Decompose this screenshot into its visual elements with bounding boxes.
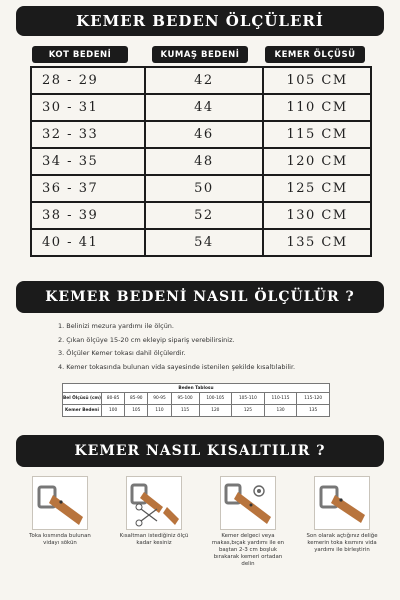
buckle-attach-icon — [314, 476, 370, 530]
table-row — [63, 393, 330, 405]
jean-size-cell: 34 - 35 — [31, 148, 145, 175]
fabric-size-cell: 42 — [145, 67, 264, 94]
step-caption: Kısaltman istediğiniz ölçü kadar kesiniz — [119, 533, 189, 546]
waist-cell: 110-115 — [264, 393, 297, 405]
jean-size-cell: 28 - 29 — [31, 67, 145, 94]
jean-size-cell: 40 - 41 — [31, 229, 145, 256]
mini-size-table — [62, 383, 330, 417]
mini-table-title: Beden Tablosu — [63, 384, 330, 393]
belt-size-cell: 125 — [232, 405, 265, 417]
step-caption: Son olarak açtığınız deliğe kemerin toka kısmını vida yardımı ile birleştirin — [306, 533, 378, 553]
fabric-size-cell: 46 — [145, 121, 264, 148]
jean-size-cell: 38 - 39 — [31, 202, 145, 229]
buckle-screw-icon — [32, 476, 88, 530]
belt-length-cell: 130 CM — [263, 202, 371, 229]
table-row — [31, 121, 371, 148]
mini-table-title-row — [63, 384, 330, 393]
jean-size-cell: 32 - 33 — [31, 121, 145, 148]
shorten-step-4 — [304, 476, 380, 554]
table-row — [31, 202, 371, 229]
shorten-step-2 — [116, 476, 192, 547]
shorten-steps — [22, 476, 378, 596]
list-item: 2. Çıkan ölçüye 15-20 cm ekleyip sipariş verebilirsiniz. — [58, 335, 235, 344]
how-to-shorten-title: KEMER NASIL KISALTILIR ? — [74, 443, 326, 459]
belt-length-cell: 105 CM — [263, 67, 371, 94]
table-row — [31, 229, 371, 256]
belt-size-cell: 100 — [102, 405, 125, 417]
size-guide-title: KEMER BEDEN ÖLÇÜLERİ — [76, 12, 324, 30]
measure-steps-list — [58, 320, 358, 374]
waist-cell: 80-85 — [102, 393, 125, 405]
scissors-cut-icon — [126, 476, 182, 530]
fabric-size-cell: 44 — [145, 94, 264, 121]
waist-cell: 85-90 — [125, 393, 148, 405]
how-to-shorten-banner — [16, 435, 384, 467]
shorten-step-1 — [22, 476, 98, 547]
belt-size-cell: 105 — [125, 405, 148, 417]
fabric-size-cell: 50 — [145, 175, 264, 202]
header-jean-size: KOT BEDENİ — [32, 46, 128, 63]
hole-punch-icon — [220, 476, 276, 530]
belt-size-cell: 135 — [297, 405, 330, 417]
waist-cell: 95-100 — [171, 393, 199, 405]
belt-length-cell: 135 CM — [263, 229, 371, 256]
belt-size-cell: 130 — [264, 405, 297, 417]
belt-size-cell: 110 — [148, 405, 171, 417]
table-row — [31, 175, 371, 202]
jean-size-cell: 30 - 31 — [31, 94, 145, 121]
waist-label: Bel Ölçüsü (cm) — [63, 393, 102, 405]
table-row — [31, 148, 371, 175]
fabric-size-cell: 54 — [145, 229, 264, 256]
size-guide-banner — [16, 6, 384, 36]
table-row — [63, 405, 330, 417]
step-caption: Kemer delgeci veya makas,bıçak yardımı ile en baştan 2-3 cm boşluk bırakarak kemeri ortadan delin — [211, 533, 285, 567]
belt-size-cell: 115 — [171, 405, 199, 417]
waist-cell: 105-110 — [232, 393, 265, 405]
fabric-size-cell: 48 — [145, 148, 264, 175]
belt-length-cell: 110 CM — [263, 94, 371, 121]
waist-cell: 115-120 — [297, 393, 330, 405]
size-table — [30, 66, 372, 257]
table-row — [31, 67, 371, 94]
how-to-measure-title: KEMER BEDENİ NASIL ÖLÇÜLÜR ? — [45, 289, 355, 305]
belt-length-cell: 125 CM — [263, 175, 371, 202]
belt-size-label: Kemer Bedeni — [63, 405, 102, 417]
belt-length-cell: 120 CM — [263, 148, 371, 175]
belt-size-cell: 120 — [199, 405, 232, 417]
table-row — [31, 94, 371, 121]
list-item: 1. Belinizi mezura yardımı ile ölçün. — [58, 322, 174, 330]
waist-cell: 90-95 — [148, 393, 171, 405]
jean-size-cell: 36 - 37 — [31, 175, 145, 202]
header-fabric-size: KUMAŞ BEDENİ — [152, 46, 248, 63]
list-item: 3. Ölçüler Kemer tokası dahil ölçülerdir. — [58, 349, 186, 357]
how-to-measure-banner — [16, 281, 384, 313]
fabric-size-cell: 52 — [145, 202, 264, 229]
shorten-step-3 — [210, 476, 286, 568]
size-table-headers — [30, 46, 372, 64]
header-belt-length: KEMER ÖLÇÜSÜ — [265, 46, 365, 63]
waist-cell: 100-105 — [199, 393, 232, 405]
step-caption: Toka kısmında bulunan vidayı sökün — [29, 533, 91, 546]
list-item: 4. Kemer tokasında bulunan vida sayesinde istenilen şekilde kısaltılabilir. — [58, 362, 296, 371]
belt-length-cell: 115 CM — [263, 121, 371, 148]
